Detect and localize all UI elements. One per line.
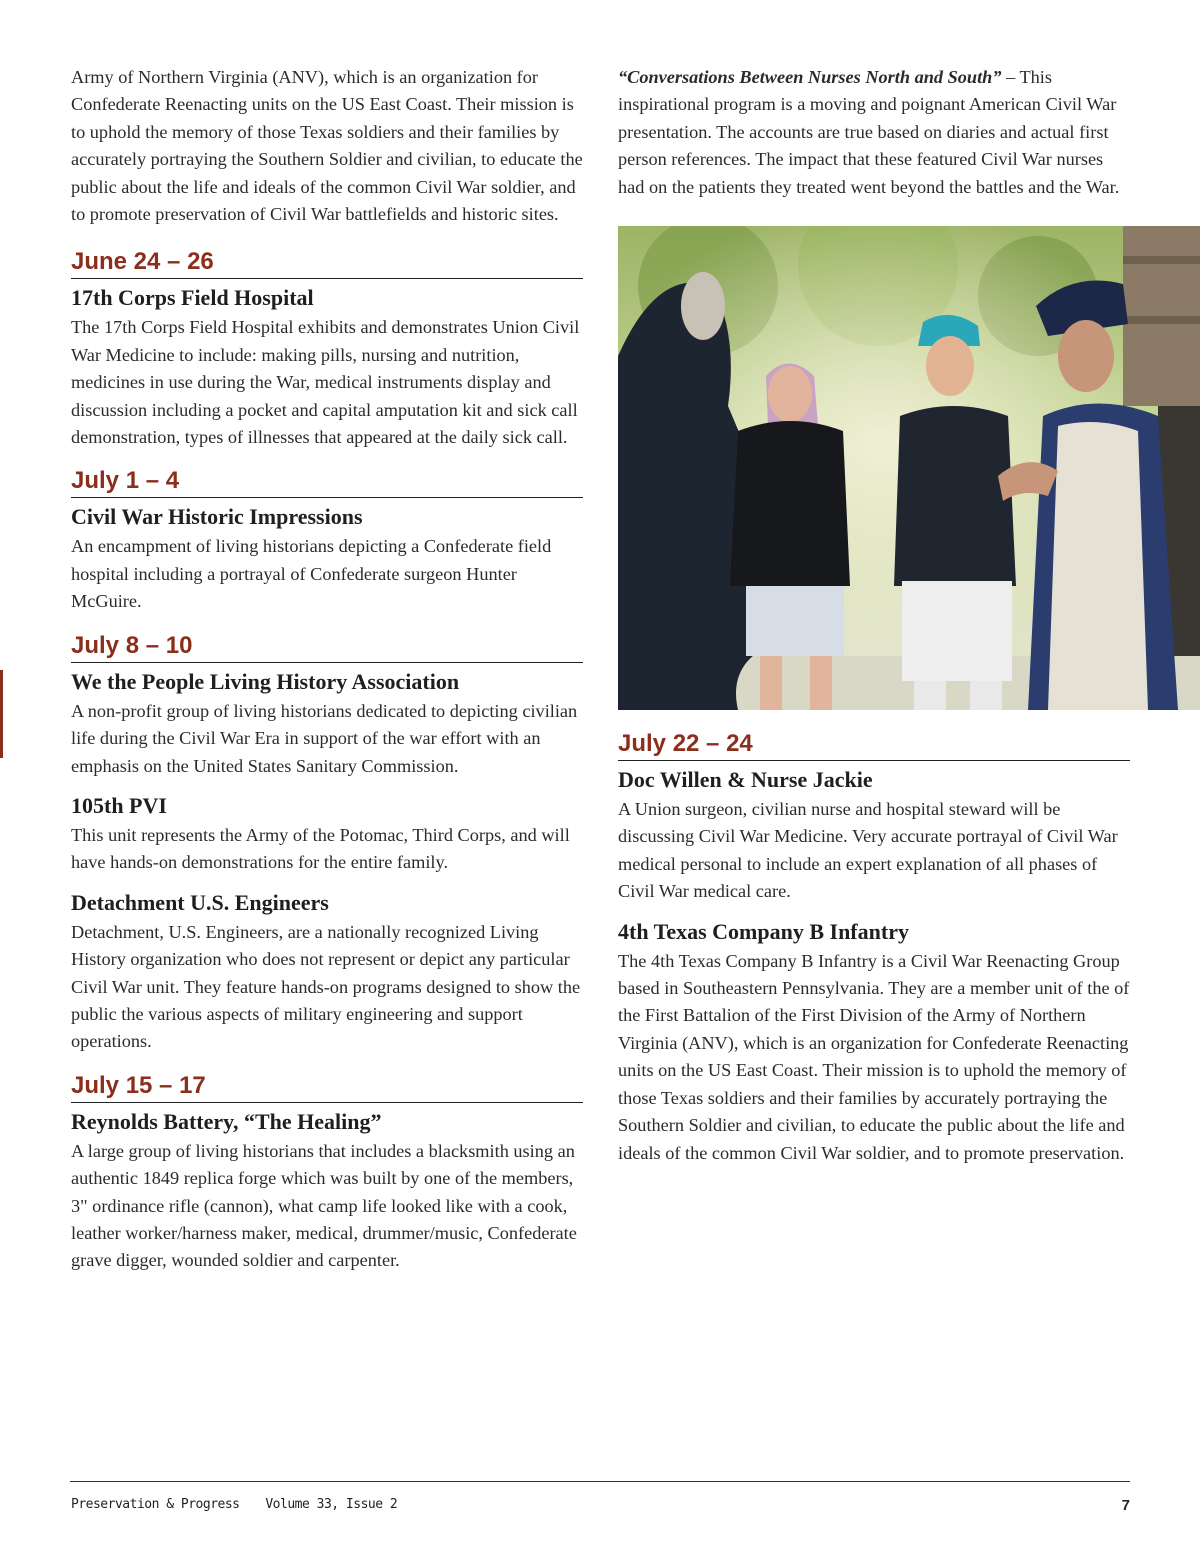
section-date: July 22 – 24 (618, 730, 1130, 761)
reenactor-photo-illustration (618, 226, 1200, 710)
section-heading: Civil War Historic Impressions (71, 504, 363, 530)
section-date: June 24 – 26 (71, 248, 583, 279)
section-heading: 105th PVI (71, 792, 167, 818)
section-july-8-10 (71, 632, 583, 1056)
section-body: This unit represents the Army of the Potomac, Third Corps, and will have hands-on demonstrations for the entire family. (71, 824, 570, 873)
section-heading: Reynolds Battery, “The Healing” (71, 1108, 382, 1134)
section-july-22-24 (618, 730, 1130, 1167)
section-june-24-26 (71, 248, 583, 451)
section-date: July 15 – 17 (71, 1072, 583, 1103)
section-date: July 8 – 10 (71, 632, 583, 663)
right-intro-paragraph (618, 64, 1130, 201)
section-body: The 4th Texas Company B Infantry is a Civil War Reenacting Group based in Southeastern Pennsylvania. They are a member unit of the of the First Battalion of the First Division of the Army of Northern Virginia (ANV), which is an organization for Confederate Reenacting units on the US East Coast. Their mission is to uphold the memory of those Texas soldiers and their families by accurately portraying the Southern Soldier and civilian, to educate the public about the life and ideals of the common Civil War soldier, and to promote preservation. (618, 950, 1130, 1163)
section-body: The 17th Corps Field Hospital exhibits and demonstrates Union Civil War Medicine to include: making pills, nursing and nutrition, medicines in use during the War, medical instruments display and discussion including a pocket and capital amputation kit and sick call demonstration, types of illnesses that appeared at the daily sick call. (71, 317, 580, 448)
program-title: “Conversations Between Nurses North and South” (618, 67, 1002, 87)
section-body: A Union surgeon, civilian nurse and hospital steward will be discussing Civil War Medicine. Very accurate portrayal of Civil War medical personal to include an expert explanation of all phases of Civil War medical care. (618, 799, 1118, 902)
section-july-1-4 (71, 467, 583, 615)
section-date: July 1 – 4 (71, 467, 583, 498)
section-body: A large group of living historians that includes a blacksmith using an authentic 1849 replica forge which was built by one of the members, 3" ordinance rifle (cannon), what camp life looked like with a cook, leather worker/harness maker, medical, drummer/music, Confederate grave digger, wounded soldier and carpenter. (71, 1140, 577, 1271)
volume-issue: Volume 33, Issue 2 (265, 1497, 398, 1512)
left-column (71, 64, 583, 1275)
section-july-15-17 (71, 1072, 583, 1275)
publication-name: Preservation & Progress (71, 1497, 240, 1512)
section-body: A non-profit group of living historians dedicated to depicting civilian life during the Civil War Era in support of the war effort with an emphasis on the United States Sanitary Commission. (71, 700, 578, 776)
section-body: Detachment, U.S. Engineers, are a nationally recognized Living History organization who does not represent or depict any particular Civil War unit. They feature hands-on programs designed to show the public the various aspects of military engineering and support operations. (71, 921, 581, 1052)
program-description: – This inspirational program is a moving and poignant American Civil War presentation. The accounts are true based on diaries and actual first person references. The impact that these featured Civil War nurses had on the patients they treated went beyond the battles and the War. (618, 67, 1120, 197)
section-heading: Detachment U.S. Engineers (71, 889, 329, 915)
section-heading: We the People Living History Association (71, 668, 460, 694)
section-body: An encampment of living historians depicting a Confederate field hospital including a portrayal of Confederate surgeon Hunter McGuire. (71, 536, 552, 612)
section-heading: 4th Texas Company B Infantry (618, 918, 909, 944)
left-intro-paragraph: Army of Northern Virginia (ANV), which is an organization for Confederate Reenacting units on the US East Coast. Their mission is to uphold the memory of those Texas soldiers and their families by accurately portraying the Southern Soldier and civilian, to educate the public about the life and ideals of the common Civil War soldier, and to promote preservation of Civil War battlefields and historic sites. (71, 67, 583, 225)
edge-tab-marker (0, 670, 3, 758)
footer-rule (70, 1481, 1130, 1482)
section-heading: 17th Corps Field Hospital (71, 285, 314, 311)
page-number: 7 (1121, 1497, 1130, 1514)
page-footer (71, 1497, 1130, 1512)
right-column (618, 64, 1130, 1167)
reenactor-photo (618, 226, 1200, 710)
section-heading: Doc Willen & Nurse Jackie (618, 767, 873, 793)
